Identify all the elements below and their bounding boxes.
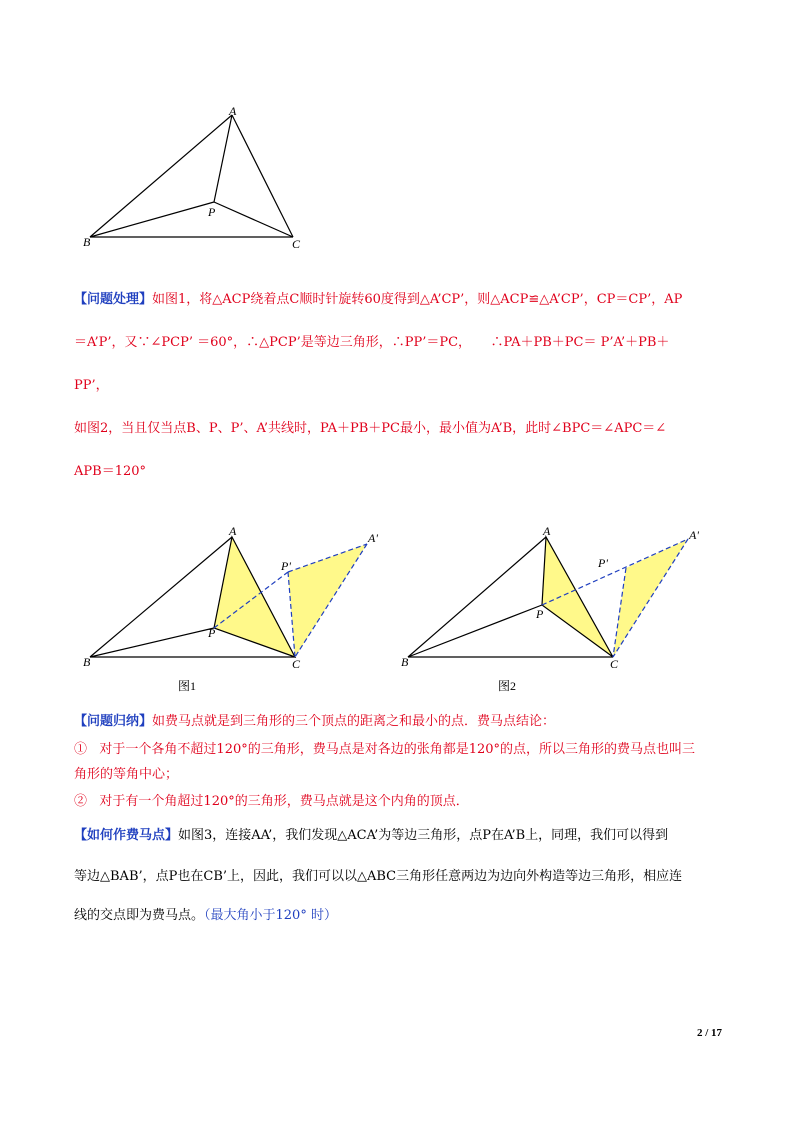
section3-heading: 【如何作费马点】 [74, 828, 179, 843]
section1-line4: 如图2，当且仅当点B、P、P’、A’共线时，PA＋PB＋PC最小，最小值为A’B，此时∠BPC＝∠APC＝∠ [74, 421, 667, 436]
section1-line1 [74, 288, 682, 307]
svg-text:B: B [401, 655, 409, 669]
figure-2-caption: 图2 [498, 679, 517, 693]
label-a: A [229, 105, 237, 118]
svg-text:P: P [536, 607, 544, 621]
figure-1 [80, 525, 390, 670]
svg-text:C: C [292, 657, 301, 670]
section1-heading: 【问题处理】 [74, 292, 153, 307]
label-p: P [208, 205, 216, 219]
section1-line2: ＝A’P’，又∵∠PCP’ ＝60°，∴△PCP’是等边三角形，∴PP’＝PC， ∴PA＋PB＋PC＝ P’A’＋PB＋ [74, 335, 670, 350]
section3-line1: 【如何作费马点】如图3，连接AA’，我们发现△ACA’为等边三角形，点P在A’B上，同理，我们可以得到 [74, 828, 669, 843]
svg-text:P: P [208, 626, 216, 640]
svg-text:A: A [229, 525, 237, 538]
label-c: C [292, 237, 301, 251]
section1-line1-text: 如图1，将△ACP绕着点C顺时针旋转60度得到△A’CP’，则△ACP≌△A’CP’，CP＝CP’，AP [152, 292, 683, 307]
section2-heading: 【问题归纳】 [74, 714, 153, 729]
label-b: B [83, 235, 91, 249]
svg-text:A: A [543, 525, 551, 538]
section2-intro: 【问题归纳】如费马点就是到三角形的三个顶点的距离之和最小的点．费马点结论： [74, 714, 556, 729]
svg-text:P': P' [598, 556, 608, 570]
section1-line5: APB＝120° [74, 464, 147, 479]
shaded-triangle-apc [288, 544, 367, 657]
segment-ac [232, 115, 293, 237]
section1-line3: PP’， [74, 378, 109, 393]
section2-item2: ② 对于有一个角超过120°的三角形，费马点就是这个内角的顶点． [74, 794, 469, 809]
svg-text:B: B [83, 655, 91, 669]
section2-item1-line2: 角形的等角中心； [74, 767, 179, 782]
segment-pb [90, 202, 214, 237]
section3-line3: 线的交点即为费马点。（最大角小于120° 时） [74, 908, 337, 923]
section2-item1-line1: ① 对于一个各角不超过120°的三角形，费马点是对各边的张角都是120°的点，所以三角形的费马点也叫三 [74, 742, 696, 757]
figure-1-caption: 图1 [178, 679, 197, 693]
svg-text:P': P' [281, 559, 291, 573]
svg-text:A': A' [368, 531, 378, 545]
section3-line2: 等边△BAB’，点P也在CB’上，因此，我们可以以△ABC三角形任意两边为边向外构造等边三角形，相应连 [74, 869, 683, 884]
section3-note: （最大角小于120° 时） [204, 908, 337, 923]
svg-text:A': A' [689, 528, 699, 542]
page-number: 2 / 17 [696, 1027, 722, 1039]
svg-text:C: C [610, 657, 619, 670]
figure-2 [398, 525, 708, 670]
figure-triangle-abc [80, 105, 310, 255]
segment-pc [214, 202, 293, 237]
